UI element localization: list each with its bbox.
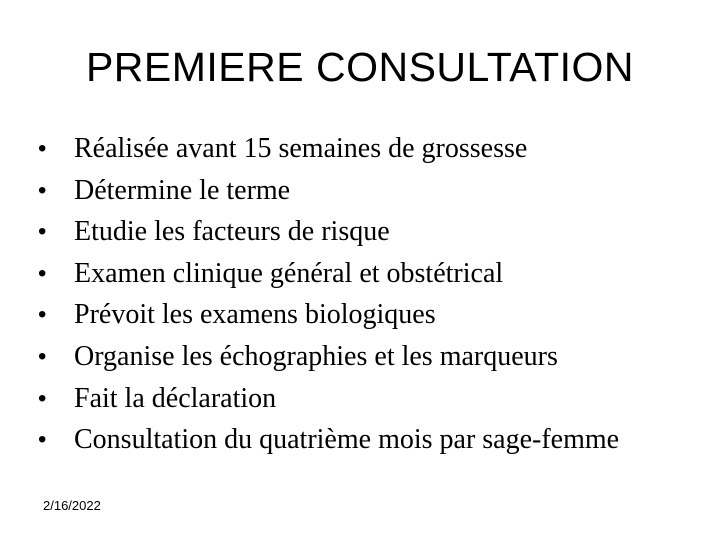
bullet-text: Détermine le terme bbox=[74, 174, 291, 206]
bullet-text: Consultation du quatrième mois par sage-femme bbox=[74, 424, 620, 456]
bullet-icon: • bbox=[38, 384, 47, 412]
list-item bbox=[38, 211, 698, 253]
bullet-icon: • bbox=[38, 301, 47, 329]
bullet-icon: • bbox=[38, 426, 47, 454]
bullet-text: Prévoit les examens biologiques bbox=[74, 299, 436, 331]
slide-title: PREMIERE CONSULTATION bbox=[85, 44, 635, 90]
list-item bbox=[38, 378, 698, 420]
bullet-text: Examen clinique général et obstétrical bbox=[74, 257, 504, 289]
list-item bbox=[38, 253, 698, 295]
bullet-icon: • bbox=[38, 218, 47, 246]
bullet-icon: • bbox=[38, 176, 47, 204]
list-item bbox=[38, 170, 698, 212]
bullet-text: Etudie les facteurs de risque bbox=[74, 216, 390, 248]
bullet-icon: • bbox=[38, 342, 47, 370]
bullet-text: Fait la déclaration bbox=[74, 382, 277, 414]
list-item bbox=[38, 419, 698, 456]
list-item bbox=[38, 336, 698, 378]
list-item bbox=[38, 128, 698, 170]
list-item bbox=[38, 294, 698, 336]
bullet-icon: • bbox=[38, 259, 47, 287]
slide-date: 2/16/2022 bbox=[43, 498, 101, 513]
bullet-list bbox=[38, 128, 698, 456]
bullet-text: Organise les échographies et les marqueurs bbox=[74, 340, 558, 372]
bullet-text: Réalisée avant 15 semaines de grossesse bbox=[74, 133, 528, 164]
bullet-icon: • bbox=[38, 135, 47, 162]
